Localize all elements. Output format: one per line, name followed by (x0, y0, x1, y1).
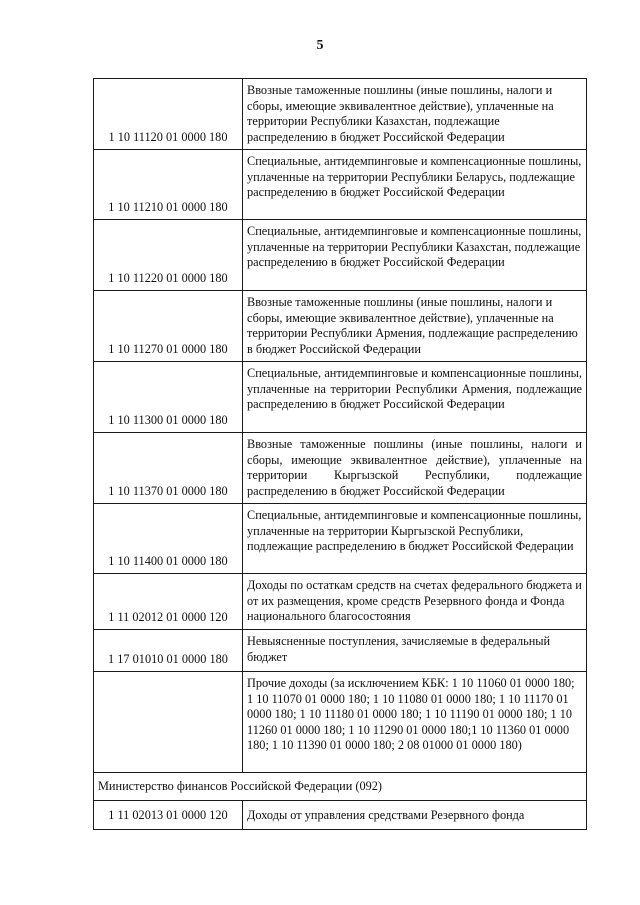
page-number: 5 (316, 38, 324, 53)
description-cell: Доходы от управления средствами Резервного фонда (243, 801, 587, 830)
table-row (94, 504, 587, 574)
description-cell: Специальные, антидемпинговые и компенсационные пошлины, уплаченные на территории Кыргызской Республики, подлежащие распределению в бюджет Российской Федерации (243, 504, 587, 574)
kbk-code-cell: 1 11 02012 01 0000 120 (94, 574, 243, 630)
description-cell: Доходы по остаткам средств на счетах федерального бюджета и от их размещения, кроме средств Резервного фонда и Фонда национального благосостояния (243, 574, 587, 630)
kbk-code-cell: 1 10 11300 01 0000 180 (94, 362, 243, 433)
kbk-code-cell: 1 10 11120 01 0000 180 (94, 79, 243, 150)
kbk-code-cell (94, 672, 243, 773)
table-row (94, 801, 587, 830)
table-row (94, 79, 587, 150)
description-cell: Специальные, антидемпинговые и компенсационные пошлины, уплаченные на территории Республики Армения, подлежащие распределению в бюджет Российской Федерации (243, 362, 587, 433)
kbk-code-cell: 1 17 01010 01 0000 180 (94, 630, 243, 672)
description-cell: Ввозные таможенные пошлины (иные пошлины, налоги и сборы, имеющие эквивалентное действие), уплаченные на территории Республики Казахстан, подлежащие распределению в бюджет Российской Федерации (243, 79, 587, 150)
description-cell: Невыясненные поступления, зачисляемые в федеральный бюджет (243, 630, 587, 672)
table-row (94, 672, 587, 773)
table-row (94, 574, 587, 630)
table-row (94, 150, 587, 220)
section-header-row (94, 773, 587, 801)
kbk-code-cell: 1 10 11210 01 0000 180 (94, 150, 243, 220)
description-cell: Специальные, антидемпинговые и компенсационные пошлины, уплаченные на территории Республики Казахстан, подлежащие распределению в бюджет Российской Федерации (243, 220, 587, 291)
table-row (94, 220, 587, 291)
kbk-table (93, 78, 587, 830)
kbk-code-cell: 1 11 02013 01 0000 120 (94, 801, 243, 830)
kbk-code-cell: 1 10 11400 01 0000 180 (94, 504, 243, 574)
table-row (94, 630, 587, 672)
table-row (94, 362, 587, 433)
table-row (94, 291, 587, 362)
kbk-code-cell: 1 10 11220 01 0000 180 (94, 220, 243, 291)
kbk-code-cell: 1 10 11370 01 0000 180 (94, 433, 243, 504)
description-cell: Ввозные таможенные пошлины (иные пошлины, налоги и сборы, имеющие эквивалентное действие), уплаченные на территории Республики Армения, подлежащие распределению в бюджет Российской Федерации (243, 291, 587, 362)
section-title: Министерство финансов Российской Федерации (092) (94, 773, 587, 801)
table-row (94, 433, 587, 504)
kbk-code-cell: 1 10 11270 01 0000 180 (94, 291, 243, 362)
description-cell: Специальные, антидемпинговые и компенсационные пошлины, уплаченные на территории Республики Беларусь, подлежащие распределению в бюджет Российской Федерации (243, 150, 587, 220)
description-cell: Прочие доходы (за исключением КБК: 1 10 11060 01 0000 180; 1 10 11070 01 0000 180; 1 10 11080 01 0000 180; 1 10 11170 01 0000 180; 1 10 11180 01 0000 180; 1 10 11190 01 0000 180; 1 10 11260 01 0000 180; 1 10 11290 01 0000 180;1 10 11360 01 0000 180; 1 10 11390 01 0000 180; 2 08 01000 01 0000 180) (243, 672, 587, 773)
description-cell: Ввозные таможенные пошлины (иные пошлины, налоги и сборы, имеющие эквивалентное действие), уплаченные на территории Кыргызской Республики, подлежащие распределению в бюджет Российской Федерации (243, 433, 587, 504)
